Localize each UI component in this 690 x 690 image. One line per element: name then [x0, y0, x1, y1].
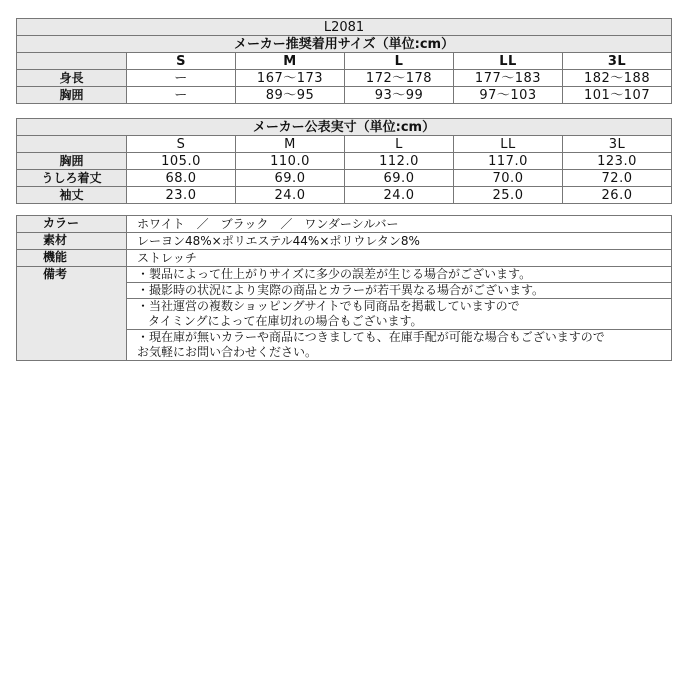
table-row — [17, 187, 672, 204]
table-cell: 69.0 — [236, 170, 345, 187]
material-value: レーヨン48%×ポリエステル44%×ポリウレタン8% — [127, 233, 672, 250]
table-cell: 93〜99 — [345, 87, 454, 104]
table-row — [17, 170, 672, 187]
table-cell: 72.0 — [563, 170, 672, 187]
table-cell: ー — [127, 70, 236, 87]
table-cell: 25.0 — [454, 187, 563, 204]
note-item — [127, 267, 672, 283]
row-label: 身長 — [17, 70, 127, 87]
table-cell: 23.0 — [127, 187, 236, 204]
size-header: LL — [454, 53, 563, 70]
note-item — [127, 330, 672, 361]
recommended-size-title: メーカー推奨着用サイズ（単位:cm） — [17, 36, 672, 53]
note-text: ・当社運営の複数ショッピングサイトでも同商品を掲載していますので — [137, 299, 520, 313]
row-label: 袖丈 — [17, 187, 127, 204]
table-row — [17, 153, 672, 170]
size-header: 3L — [563, 53, 672, 70]
function-value: ストレッチ — [127, 250, 672, 267]
table-cell: 101〜107 — [563, 87, 672, 104]
table-row — [17, 70, 672, 87]
material-label: 素材 — [17, 233, 127, 250]
table-row — [17, 267, 672, 283]
table-cell: 26.0 — [563, 187, 672, 204]
table-row — [17, 216, 672, 233]
notes-label: 備考 — [17, 267, 127, 361]
note-item — [127, 283, 672, 299]
table-cell: 70.0 — [454, 170, 563, 187]
actual-measurement-title: メーカー公表実寸（単位:cm） — [17, 119, 672, 136]
size-header: 3L — [563, 136, 672, 153]
note-item — [127, 299, 672, 330]
table-cell: 117.0 — [454, 153, 563, 170]
note-text-continued: タイミングによって在庫切れの場合もございます。 — [148, 314, 423, 328]
table-cell: 172〜178 — [345, 70, 454, 87]
color-value: ホワイト ／ ブラック ／ ワンダーシルバー — [127, 216, 672, 233]
note-text: ・現在庫が無いカラーや商品につきましても、在庫手配が可能な場合もございますので — [137, 330, 605, 344]
size-header: M — [236, 136, 345, 153]
table-cell: 97〜103 — [454, 87, 563, 104]
size-header: L — [345, 53, 454, 70]
product-spec-table — [16, 215, 672, 361]
table-cell: 105.0 — [127, 153, 236, 170]
table-row — [17, 250, 672, 267]
table-cell: ー — [127, 87, 236, 104]
table-cell: 177〜183 — [454, 70, 563, 87]
size-header: S — [127, 136, 236, 153]
row-label: 胸囲 — [17, 153, 127, 170]
color-label: カラー — [17, 216, 127, 233]
note-text: ・製品によって仕上がりサイズに多少の誤差が生じる場合がございます。 — [137, 267, 532, 281]
table-cell: 68.0 — [127, 170, 236, 187]
table-row — [17, 233, 672, 250]
table-cell: 182〜188 — [563, 70, 672, 87]
table-cell: 24.0 — [236, 187, 345, 204]
table-cell: 69.0 — [345, 170, 454, 187]
table-cell: 89〜95 — [236, 87, 345, 104]
table-row — [17, 87, 672, 104]
recommended-size-table — [16, 18, 672, 104]
actual-measurement-table — [16, 118, 672, 204]
row-label: うしろ着丈 — [17, 170, 127, 187]
note-text-continued: お気軽にお問い合わせください。 — [137, 345, 318, 359]
function-label: 機能 — [17, 250, 127, 267]
model-number: L2081 — [17, 19, 672, 36]
row-label: 胸囲 — [17, 87, 127, 104]
table-cell: 123.0 — [563, 153, 672, 170]
size-header: M — [236, 53, 345, 70]
table-cell: 110.0 — [236, 153, 345, 170]
corner-cell — [17, 136, 127, 153]
table-cell: 24.0 — [345, 187, 454, 204]
size-header: L — [345, 136, 454, 153]
table-cell: 112.0 — [345, 153, 454, 170]
table-cell: 167〜173 — [236, 70, 345, 87]
corner-cell — [17, 53, 127, 70]
size-header: S — [127, 53, 236, 70]
note-text: ・撮影時の状況により実際の商品とカラーが若干異なる場合がございます。 — [137, 283, 545, 297]
size-header: LL — [454, 136, 563, 153]
